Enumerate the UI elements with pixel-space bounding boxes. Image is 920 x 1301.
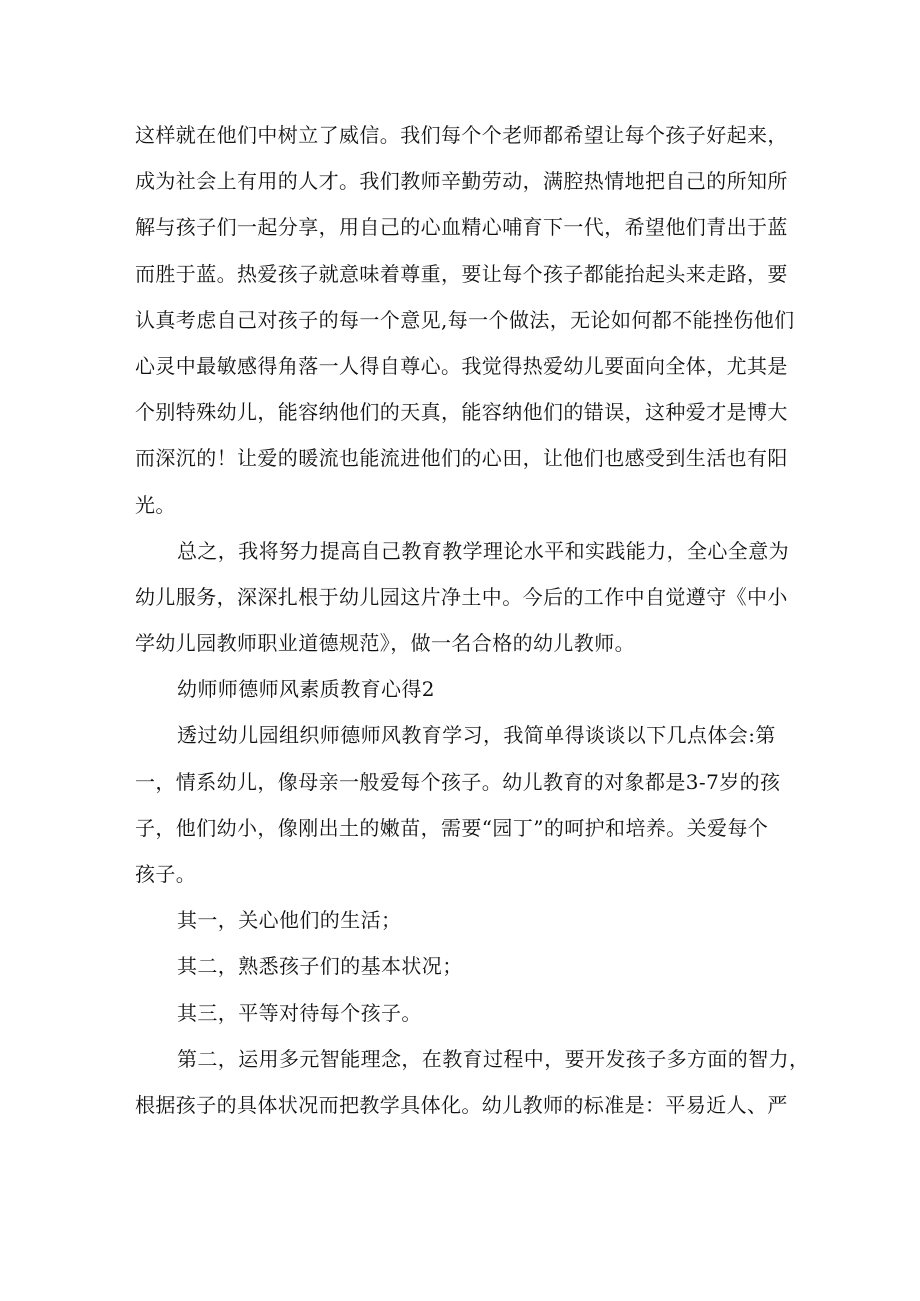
text-line: 解与孩子们一起分享，用自己的心血精心哺育下一代，希望他们青出于蓝 (135, 215, 788, 240)
text-line: 认真考虑自己对孩子的每一个意见,每一个做法，无论如何都不能挫伤他们 (135, 307, 795, 332)
list-item: 其三，平等对待每个孩子。 (177, 1000, 422, 1025)
text-line: 学幼儿园教师职业道德规范》，做一名合格的幼儿教师。 (135, 631, 635, 656)
text-line: 而深沉的！让爱的暖流也能流进他们的心田，让他们也感受到生活也有阳 (135, 446, 788, 471)
paragraph-start-line: 透过幼儿园组织师德师风教育学习，我简单得谈谈以下几点体会:第 (177, 723, 776, 748)
text-line: 孩子。 (135, 862, 197, 886)
section-heading: 幼师师德师风素质教育心得2 (177, 677, 435, 702)
text-line: 心灵中最敏感得角落一人得自尊心。我觉得热爱幼儿要面向全体，尤其是 (135, 353, 788, 378)
list-item: 其一，关心他们的生活； (177, 908, 402, 933)
text-line: 而胜于蓝。热爱孩子就意味着尊重，要让每个孩子都能抬起头来走路，要 (135, 261, 788, 286)
text-line: 成为社会上有用的人才。我们教师辛勤劳动，满腔热情地把自己的所知所 (135, 169, 788, 194)
text-line: 一，情系幼儿，像母亲一般爱每个孩子。幼儿教育的对象都是3-7岁的孩 (135, 769, 781, 794)
paragraph-start-line: 总之，我将努力提高自己教育教学理论水平和实践能力，全心全意为 (177, 538, 789, 563)
text-line: 光。 (135, 492, 176, 517)
document-body (135, 112, 810, 1128)
paragraph-start-line: 第二，运用多元智能理念，在教育过程中，要开发孩子多方面的智力， (177, 1046, 810, 1071)
list-item: 其二，熟悉孩子们的基本状况； (177, 954, 463, 979)
text-line: 这样就在他们中树立了威信。我们每个个老师都希望让每个孩子好起来， (135, 123, 788, 147)
text-line: 根据孩子的具体状况而把教学具体化。幼儿教师的标准是：平易近人、严 (135, 1092, 788, 1117)
text-line: 个别特殊幼儿，能容纳他们的天真，能容纳他们的错误，这种爱才是博大 (135, 400, 788, 425)
text-line: 幼儿服务，深深扎根于幼儿园这片净土中。今后的工作中自觉遵守《中小 (135, 584, 788, 609)
text-line: 子，他们幼小，像刚出土的嫩苗，需要“园丁”的呵护和培养。关爱每个 (135, 815, 769, 840)
